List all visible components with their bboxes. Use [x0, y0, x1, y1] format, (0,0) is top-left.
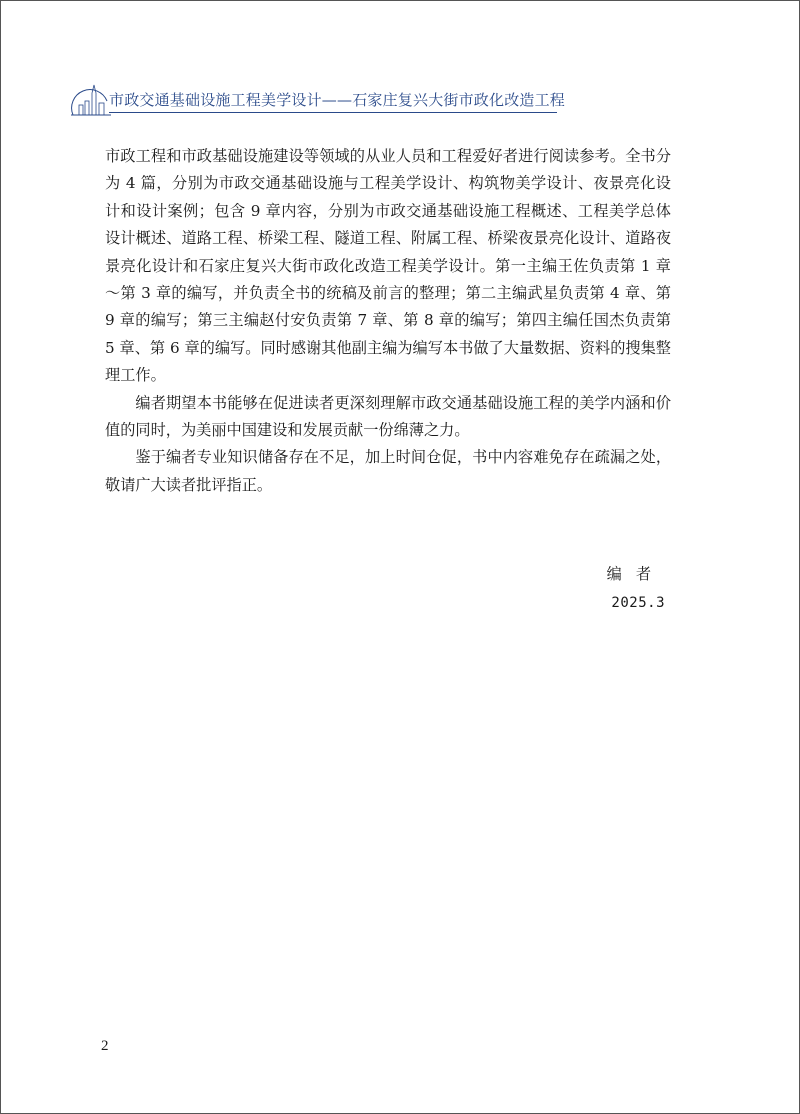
page-number: 2 [101, 1038, 109, 1054]
header-title: 市政交通基础设施工程美学设计——石家庄复兴大街市政化改造工程 [109, 91, 566, 109]
paragraph: 鉴于编者专业知识储备存在不足，加上时间仓促，书中内容难免存在疏漏之处，敬请广大读者批评指正。 [105, 448, 671, 494]
paragraph: 编者期望本书能够在促进读者更深刻理解市政交通基础设施工程的美学内涵和价值的同时，为美丽中国建设和发展贡献一份绵薄之力。 [105, 393, 671, 440]
body-text [105, 143, 671, 499]
paragraph: 市政工程和市政基础设施建设等领域的从业人员和工程爱好者进行阅读参考。全书分为 4 篇，分别为市政交通基础设施与工程美学设计、构筑物美学设计、夜景亮化设计和设计案例；包含 9 章内容，分别为市政交通基础设施工程概述、工程美学总体设计概述、道路工程、桥梁工程、隧道工程、附属工程、桥梁夜景亮化设计、道路夜景亮化设计和石家庄复兴大街市政化改造工程美学设计。第一主编王佐负责第 1 章～第 3 章的编写，并负责全书的统稿及前言的整理；第二主编武星负责第 4 章、第 9 章的编写；第三主编赵付安负责第 7 章、第 8 章的编写；第四主编任国杰负责第 5 章、第 6 章的编写。同时感谢其他副主编为编写本书做了大量数据、资料的搜集整理工作。 [105, 147, 671, 385]
running-header [59, 79, 566, 119]
city-skyline-logo-icon [67, 81, 111, 117]
header-rule [109, 112, 557, 113]
author-signature: 编者 [606, 565, 665, 583]
signature-date: 2025.3 [611, 595, 665, 611]
